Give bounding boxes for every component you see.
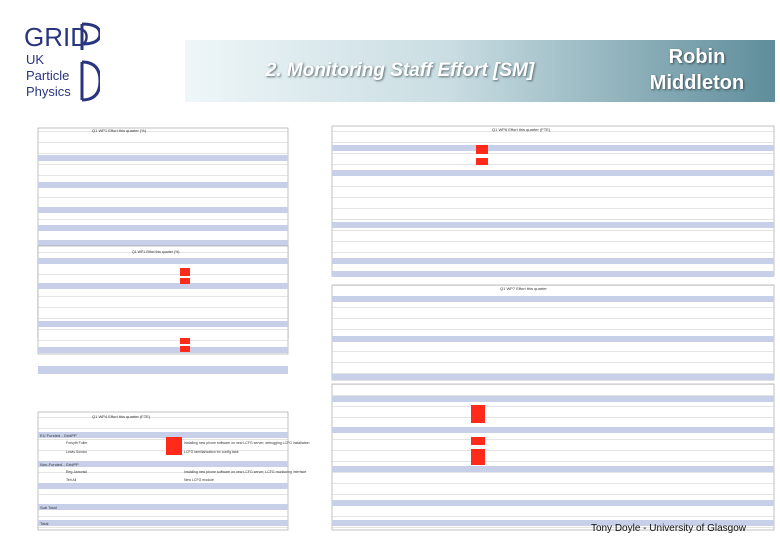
- t3-name-3: Reg Jaworski: [66, 470, 88, 474]
- table-wp6: [332, 126, 774, 277]
- logo-physics-text: Physics: [26, 84, 71, 99]
- t3-name-4: Teri Ali: [66, 478, 77, 482]
- table-wp1-b: [38, 246, 288, 374]
- t3-desc-1: Installing new phone software on new LCFG server; debugging LCFG installation: [184, 441, 310, 445]
- logo-grid-text: GRID: [24, 22, 89, 52]
- footer-credit: Tony Doyle - University of Glasgow: [590, 523, 746, 534]
- t4-header: Q1 WP6 Effort this quarter (FTE): [492, 127, 551, 132]
- t3-row-other: Non-Funded - GridPP: [40, 462, 79, 467]
- t3-name-2: Lewis Soroko: [66, 450, 88, 454]
- logo-uk-text: UK: [26, 52, 45, 67]
- t3-row-subtotal: Sub Total: [40, 505, 57, 510]
- t3-header: Q1 WP4 Effort this quarter (FTE): [92, 414, 151, 419]
- slide-title: 2. Monitoring Staff Effort [SM]: [265, 60, 535, 81]
- t1-header: Q1 WP1 Effort this quarter (%): [92, 128, 147, 133]
- t3-name-1: Forsyth Fuller: [66, 441, 88, 445]
- table-wp7-b: [332, 384, 774, 530]
- t3-desc-2: LCFG familiarisation for config task: [184, 450, 239, 454]
- t3-row-eu: EU Funded - GridPP: [40, 433, 77, 438]
- t5-header: Q1 WP7 Effort this quarter: [500, 286, 547, 291]
- t3-desc-3: Installing new phone software on new LCFG server; LCFG monitoring interface: [184, 470, 307, 474]
- presenter-first-name: Robin: [668, 46, 726, 68]
- t3-desc-4: New LCFG module: [184, 478, 214, 482]
- logo-particle-text: Particle: [26, 68, 70, 83]
- table-wp7-a: [332, 285, 774, 380]
- t3-row-total: Total: [40, 521, 49, 526]
- t2-header: Q1 WP1 Effort this quarter (%): [132, 250, 180, 254]
- presenter-last-name: Middleton: [649, 72, 745, 94]
